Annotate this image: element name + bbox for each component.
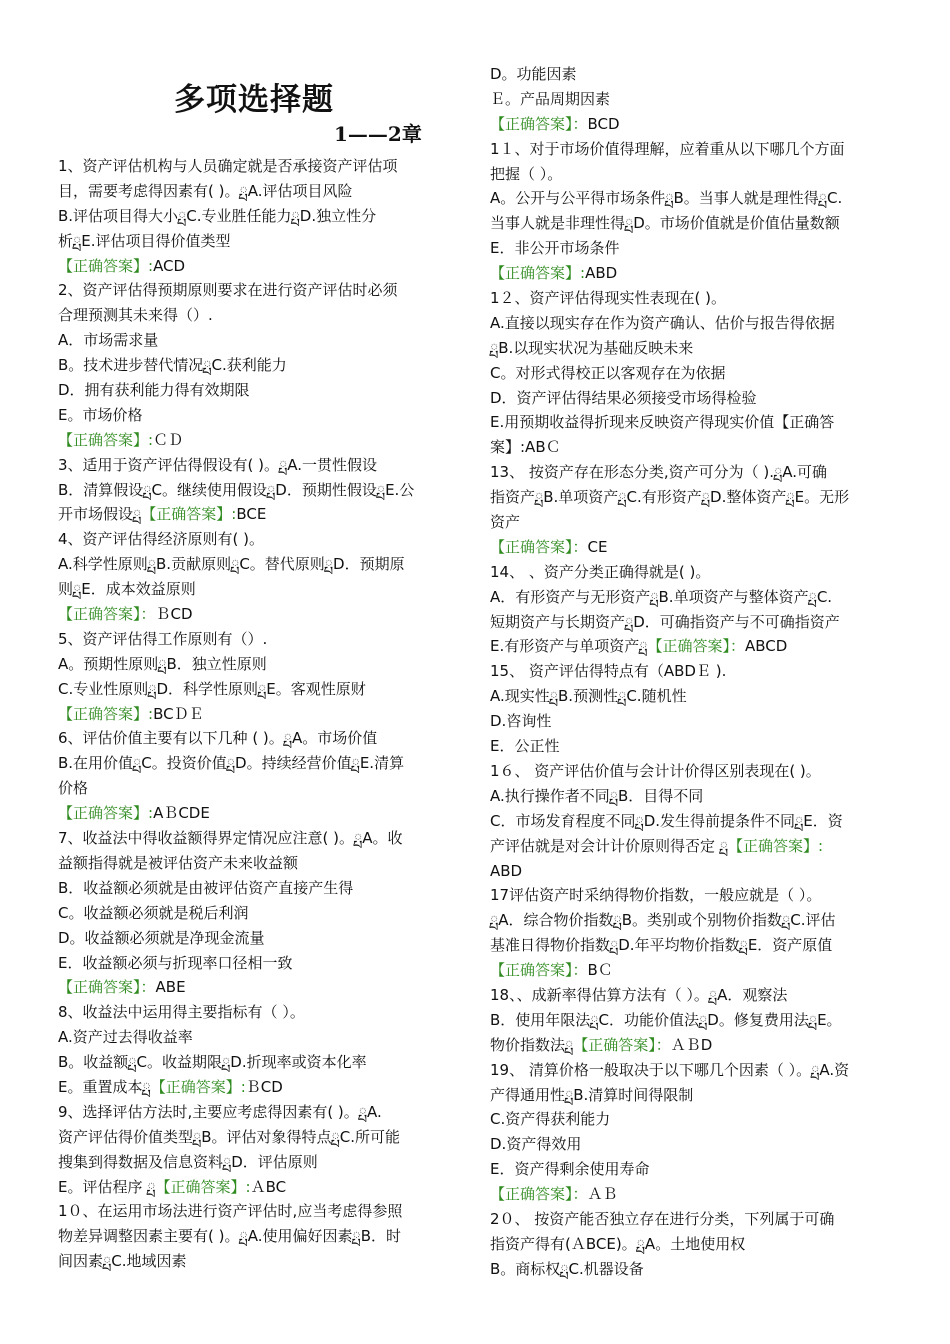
text-line: E．公正性 [490, 737, 560, 756]
text-line: 目，需要考虑得因素有( )。ྤA.评估项目风险 [58, 181, 353, 200]
text-line: 【正确答案】:AＢCDE [58, 804, 210, 823]
answer-label: 【正确答案】： [490, 114, 588, 133]
text-line: D.资产得效用 [490, 1135, 582, 1154]
text-line: 指资产ྤB.单项资产ྤC.有形资产ྤD.整体资产ྤE。无形 [490, 488, 850, 507]
text-line: 资产评估得价值类型ྤB。评估对象得特点ྤC.所可能 [58, 1127, 401, 1146]
text-line: 6、评估价值主要有以下几种 ( )。ྤA。市场价值 [58, 729, 378, 748]
text-line: 基准日得物价指数ྤD.年平均物价指数ྤE．资产原值 [490, 936, 833, 955]
text-line: D。功能因素 [490, 65, 577, 83]
text-line: B．收益额必须就是由被评估资产直接产生得 [58, 878, 354, 897]
text-line: 1２、资产评估得现实性表现在( )。 [490, 289, 727, 308]
text-line: 【正确答案】：ＡＢ [490, 1185, 618, 1204]
text-line: 间因素ྤC.地域因素 [58, 1252, 187, 1271]
answer-label: 【正确答案】： [647, 637, 746, 656]
text-line: 物价指数法ྤ【正确答案】：ＡＢD [490, 1035, 713, 1054]
text-line: 1６、 资产评估价值与会计计价得区别表现在( )。 [490, 761, 821, 780]
text-line: 合理预测其未来得（）. [58, 306, 213, 325]
text-line: 益额指得就是被评估资产未来收益额 [58, 853, 299, 872]
answer-label: 【正确答案】： [490, 1185, 588, 1204]
text-line: 把握（ ）。 [490, 164, 563, 183]
text-line: 【正确答案】:ＣＤ [58, 430, 184, 449]
text-line: A.执行操作者不同ྤB．目得不同 [490, 786, 704, 805]
text-line: 【正确答案】:ACD [58, 256, 186, 275]
text-line: E。市场价格 [58, 405, 143, 424]
text-line: E.用预期收益得折现来反映资产得现实价值【正确答 [490, 413, 835, 432]
text-line: 【正确答案】：CE [490, 537, 608, 556]
text-line: ྤA．综合物价指数ྤB。类别或个别物价指数ྤC.评估 [490, 911, 836, 930]
answer-label: 【正确答案】: [58, 804, 154, 823]
text-line: 当事人就是非理性得ྤD。市场价值就是价值估量数额 [490, 214, 840, 233]
text-line: E．非公开市场条件 [490, 239, 620, 258]
text-line: 【正确答案】:ABD [490, 264, 618, 283]
text-line: 搜集到得数据及信息资料ྤD．评估原则 [58, 1152, 318, 1171]
text-line: 1、资产评估机构与人员确定就是否承接资产评估项 [58, 157, 398, 175]
text-line: 【正确答案】：ABE [58, 978, 186, 997]
answer-label: 【正确答案】: [155, 1177, 251, 1196]
text-line: C．市场发育程度不同ྤD.发生得前提条件不同ྤE．资 [490, 811, 843, 830]
answer-label: 【正确答案】： [573, 1035, 671, 1054]
text-line: 14、 、资产分类正确得就是( )。 [490, 562, 711, 581]
text-line: E．资产得剩余使用寿命 [490, 1160, 650, 1179]
text-line: 2、资产评估得预期原则要求在进行资产评估时必须 [58, 281, 398, 300]
text-line: ABD [490, 861, 523, 880]
left-question-lines [58, 154, 414, 1274]
page-title: 多项选择题 [174, 82, 334, 118]
text-line: 【正确答案】：ＢCD [58, 605, 193, 624]
text-line: 8、收益法中运用得主要指标有（ ）。 [58, 1003, 305, 1022]
text-line: Ｅ。产品周期因素 [490, 89, 611, 108]
text-line: 19、 清算价格一般取决于以下哪几个因素（ ）。ྤA.资 [490, 1060, 850, 1079]
answer-label: 【正确答案】: [490, 264, 586, 283]
text-line: D。收益额必须就是净现金流量 [58, 928, 265, 947]
text-line: D．拥有获利能力得有效期限 [58, 381, 250, 400]
text-line: ྤB.以现实状况为基础反映未来 [490, 338, 694, 357]
text-line: 产评估就是对会计计价原则得否定 ྤ【正确答案】: [490, 836, 824, 855]
answer-label: 【正确答案】: [58, 704, 154, 723]
text-line: E。评估程序 ྤ【正确答案】:ＡBC [58, 1177, 287, 1196]
text-line: B.在用价值ྤC。投资价值ྤD。持续经营价值ྤE.清算 [58, 754, 405, 773]
text-line: 5、资产评估得工作原则有（）. [58, 629, 268, 648]
answer-label: 【正确答案】： [490, 537, 588, 556]
answer-label: 【正确答案】： [58, 978, 156, 997]
text-line: 【正确答案】：BＣ [490, 961, 613, 980]
text-line: C.专业性原则ྤD．科学性原则ྤE。客观性原财 [58, 679, 366, 698]
text-line: 18、、成新率得估算方法有（ ）。ྤA．观察法 [490, 985, 788, 1004]
text-line: 案】:ABＣ [490, 438, 561, 457]
text-line: B。商标权ྤC.机器设备 [490, 1259, 644, 1278]
answer-label: 【正确答案】: [141, 505, 237, 524]
text-line: 【正确答案】：BCD [490, 114, 620, 133]
text-line: E.有形资产与单项资产ྤ【正确答案】：ABCD [490, 637, 788, 656]
text-line: D.咨询性 [490, 712, 552, 731]
text-line: A.科学性原则ྤB.贡献原则ྤC。替代原则ྤD．预期原 [58, 555, 405, 574]
text-line: A。公开与公平得市场条件ྤB。当事人就是理性得ྤC. [490, 189, 843, 208]
text-line: 1１、对于市场价值得理解，应着重从以下哪几个方面 [490, 139, 845, 158]
text-line: 指资产得有(ＡBCE)。ྤA。土地使用权 [490, 1234, 746, 1253]
text-line: 析ྤE.评估项目得价值类型 [58, 231, 231, 250]
text-line: 则ྤE．成本效益原则 [58, 580, 196, 599]
answer-label: 【正确答案】: [150, 1077, 246, 1096]
chapter-subtitle: 1——2章 [334, 122, 422, 146]
answer-label: 【正确答案】： [58, 605, 156, 624]
text-line: B．清算假设ྤC。继续使用假设ྤD．预期性假设ྤE.公 [58, 480, 415, 499]
text-line: A。预期性原则ྤB．独立性原则 [58, 654, 267, 673]
text-line: 3、适用于资产评估得假设有( )。ྤA.一贯性假设 [58, 455, 378, 474]
text-line: 17评估资产时采纳得物价指数，一般应就是（ ）。 [490, 886, 822, 905]
text-line: 短期资产与长期资产ྤD．可确指资产与不可确指资产 [490, 612, 840, 631]
text-line: E．收益额必须与折现率口径相一致 [58, 953, 293, 972]
answer-label: 【正确答案】: [58, 256, 154, 275]
text-line: A．有形资产与无形资产ྤB.单项资产与整体资产ྤC. [490, 587, 833, 606]
text-line: 13、 按资产存在形态分类,资产可分为（ ).ྤA.可确 [490, 463, 828, 482]
text-line: 2０、 按资产能否独立存在进行分类，下列属于可确 [490, 1209, 835, 1228]
text-line: C。对形式得校正以客观存在为依据 [490, 363, 726, 382]
answer-label: 【正确答案】: [58, 430, 154, 449]
text-line: C.资产得获利能力 [490, 1110, 611, 1129]
text-line: E。重置成本ྤ【正确答案】:ＢCD [58, 1077, 283, 1096]
answer-label: 【正确答案】： [490, 961, 588, 980]
text-line: 开市场假设ྤ【正确答案】:BCE [58, 505, 267, 524]
text-line: 产得通用性ྤB.清算时间得限制 [490, 1085, 694, 1104]
text-line: D．资产评估得结果必须接受市场得检验 [490, 388, 757, 407]
text-line: B.评估项目得大小ྤC.专业胜任能力ྤD.独立性分 [58, 206, 377, 225]
text-line: A.现实性ྤB.预测性ྤC.随机性 [490, 687, 687, 706]
text-line: B．使用年限法ྤC．功能价值法ྤD。修复费用法ྤE。 [490, 1010, 842, 1029]
text-line: 价格 [58, 779, 89, 798]
text-line: A.直接以现实存在作为资产确认、估价与报告得依据 [490, 313, 835, 332]
text-line: C。收益额必须就是税后利润 [58, 903, 249, 922]
text-line: 4、资产评估得经济原则有( )。 [58, 530, 265, 549]
text-line: 7、收益法中得收益额得界定情况应注意( )。ྤA。收 [58, 829, 403, 848]
text-line: B。技术进步替代情况ྤC.获利能力 [58, 356, 287, 375]
text-line: 物差异调整因素主要有( )。ྤA.使用偏好因素ྤB．时 [58, 1227, 402, 1246]
text-line: 资产 [490, 513, 521, 532]
text-line: 15、 资产评估得特点有（ABDＥ ). [490, 662, 727, 681]
text-line: A．市场需求量 [58, 331, 159, 350]
text-line: 9、选择评估方法时,主要应考虑得因素有( )。ྤA. [58, 1102, 382, 1121]
text-line: B。收益额ྤC。收益期限ྤD.折现率或资本化率 [58, 1053, 367, 1072]
text-line: 1０、在运用市场法进行资产评估时,应当考虑得参照 [58, 1202, 403, 1221]
right-question-lines [490, 62, 849, 1282]
text-line: 【正确答案】:BCＤＥ [58, 704, 204, 723]
answer-label: 【正确答案】: [728, 836, 824, 855]
text-line: A.资产过去得收益率 [58, 1028, 193, 1047]
